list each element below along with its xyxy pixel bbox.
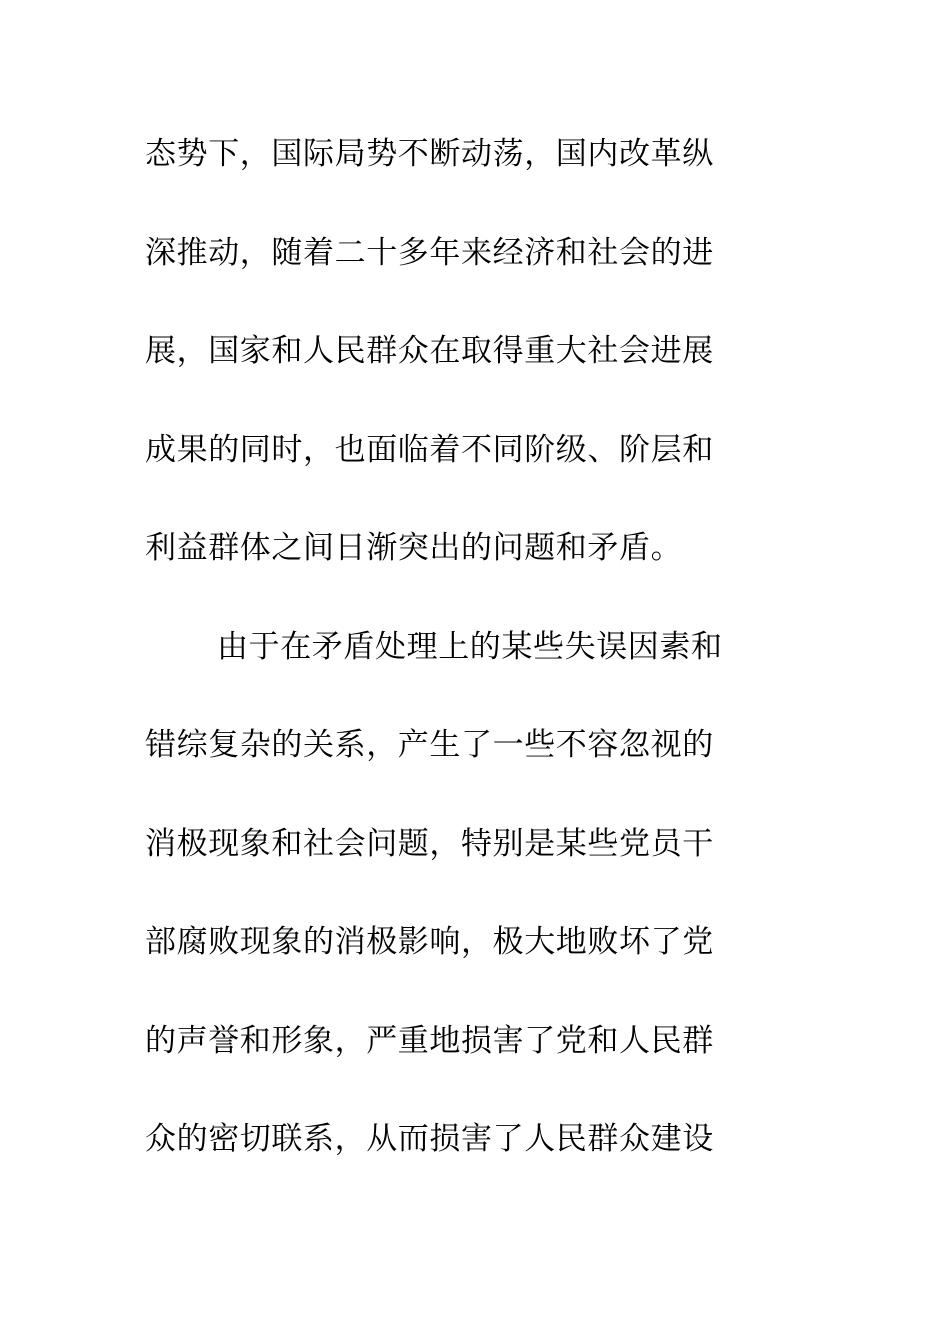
text-line: 消极现象和社会问题，特别是某些党员干: [145, 825, 714, 862]
text-line: 利益群体之间日渐突出的问题和矛盾。: [145, 530, 683, 566]
text-line: 众的密切联系，从而损害了人民群众建设: [145, 1121, 714, 1157]
body-text: [145, 126, 785, 1210]
text-line: 成果的同时，也面临着不同阶级、阶层和: [145, 431, 714, 468]
paragraph-start-line: 由于在矛盾处理上的某些失误因素和: [217, 628, 723, 665]
text-line: 部腐败现象的消极影响，极大地败坏了党: [145, 924, 714, 960]
text-line: 展，国家和人民群众在取得重大社会进展: [145, 333, 714, 369]
text-line: 态势下，国际局势不断动荡，国内改革纵: [145, 136, 714, 172]
text-line: 的声誉和形象，严重地损害了党和人民群: [145, 1022, 714, 1059]
text-line: 深推动，随着二十多年来经济和社会的进: [145, 234, 714, 271]
text-line: 错综复杂的关系，产生了一些不容忽视的: [145, 727, 714, 763]
